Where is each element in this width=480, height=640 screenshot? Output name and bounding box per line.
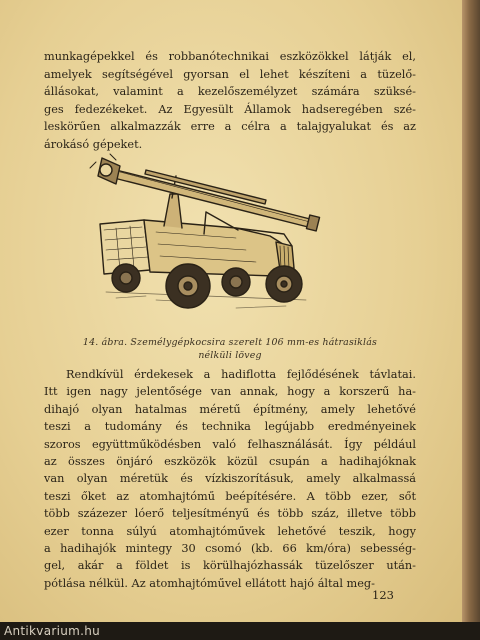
watermark: Antikvarium.hu (0, 622, 480, 640)
paragraph-top (44, 48, 416, 154)
text-line: szoros együttműködésben való felhasználását. Így például (44, 437, 416, 451)
text-line: teszi a tudomány és technika legújabb eredményeinek (44, 420, 416, 434)
text-line: több százezer lóerő teljesítményű és több száz, illetve több (44, 507, 416, 521)
caption-line: 14. ábra. Személygépkocsira szerelt 106 mm-es hátrasiklás (82, 337, 378, 348)
text-line: leskörűen alkalmazzák erre a célra a talajgyalukat és az (44, 120, 416, 134)
text-line: ezer tonna súlyú atomhajtóművek lehetővé teszik, hogy (44, 524, 416, 538)
text-line: dihajó olyan hatalmas méretű építmény, amely lehetővé (44, 402, 416, 416)
page-number: 123 (372, 588, 394, 602)
text-line: gel, akár a földet is körülhajózhassák tüzelőszer után- (44, 559, 416, 573)
text-line: munkagépekkel és robbanótechnikai eszközökkel látják el, (44, 50, 416, 63)
jeep-recoilless-rifle-illustration (86, 150, 326, 332)
figure-caption (44, 336, 416, 362)
text-line: teszi őket az atomhajtómű beépítésére. A több ezer, sőt (44, 489, 416, 503)
text-line: árokásó gépeket. (44, 137, 143, 151)
text-line: amelyek segítségével gyorsan el lehet készíteni a tüzelő- (44, 67, 416, 81)
text-line: állásokat, valamint a kezelőszemélyzet számára szüksé- (44, 85, 416, 99)
paragraph-bottom (44, 366, 416, 592)
book-page-edge (462, 0, 480, 622)
caption-line: nélküli löveg (198, 350, 262, 361)
text-line: van olyan méretük és vízkiszorításuk, amely alkalmassá (44, 472, 416, 486)
text-line: az összes önjáró eszközök közül csupán a hadihajóknak (44, 455, 416, 469)
text-line: Rendkívül érdekesek a hadiflotta fejlődésének távlatai. (66, 368, 416, 381)
text-line: pótlása nélkül. Az atomhajtóművel ellátott hajó által meg- (44, 576, 375, 590)
text-line: ges fedezékeket. Az Egyesült Államok hadseregében szé- (44, 102, 416, 116)
text-line: Itt igen nagy jelentősége van annak, hogy a korszerű ha- (44, 385, 416, 399)
text-line: a hadihajók mintegy 30 csomó (kb. 66 km/óra) sebesség- (44, 542, 416, 556)
